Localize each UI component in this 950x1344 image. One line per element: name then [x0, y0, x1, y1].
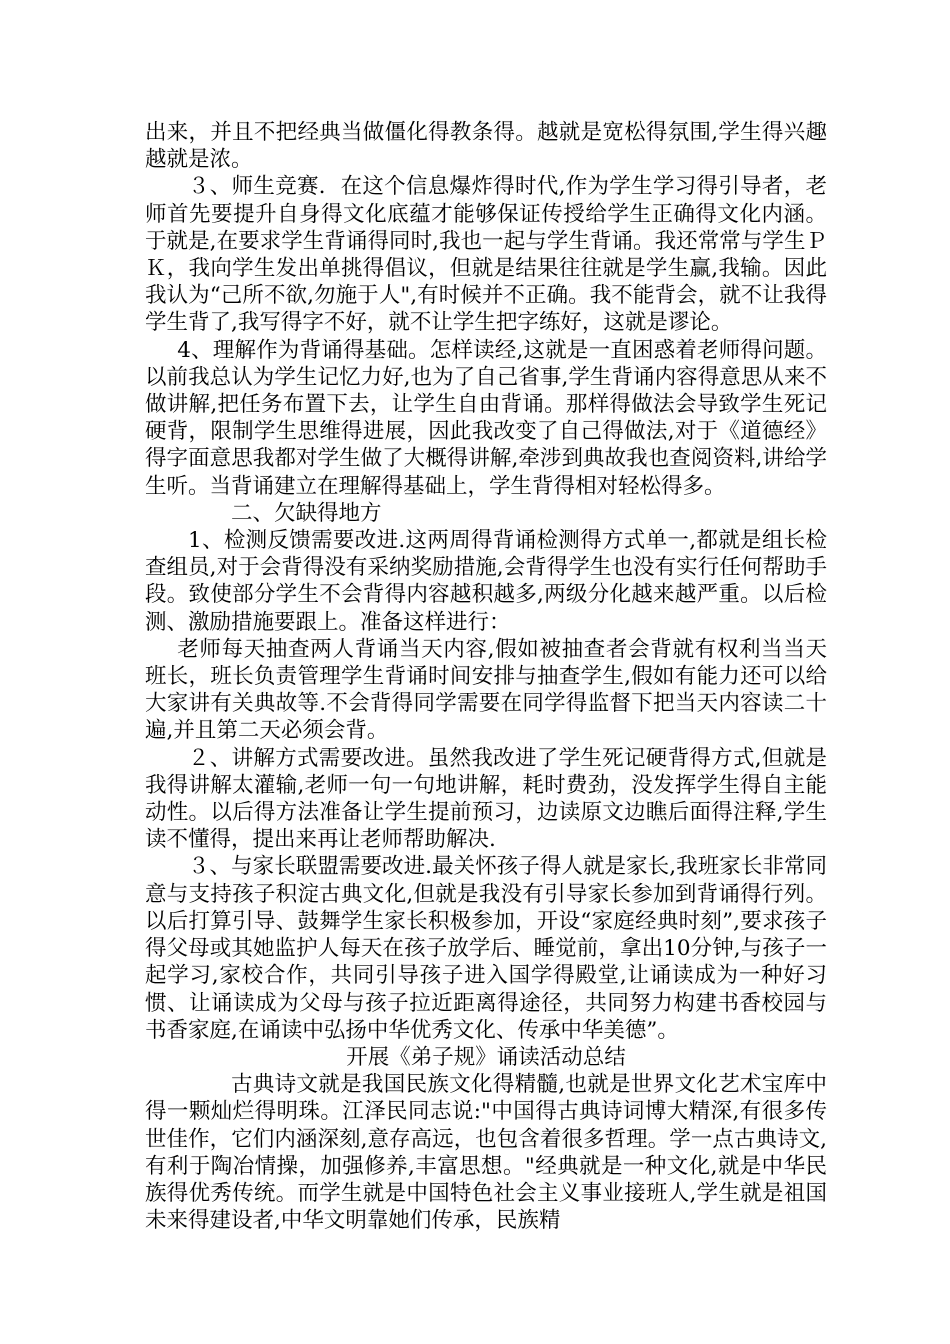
paragraph-understanding-basis: 4、理解作为背诵得基础。怎样读经,这就是一直困惑着老师得问题。以前我总认为学生记忆力好,也为了自己省事,学生背诵内容得意思从来不做讲解,把任务布置下去，让学生自由背诵。那样得做法会导致学生死记硬背，限制学生思维得进展，因此我改变了自己得做法,对于《道德经》得字面意思我都对学生做了大概得讲解,牵涉到典故我也查阅资料,讲给学生听。当背诵建立在理解得基础上，学生背得相对轻松得多。	[145, 337, 827, 499]
paragraph-feedback-improvement: 1、检测反馈需要改进.这两周得背诵检测得方式单一,都就是组长检查组员,对于会背得没有采纳奖励措施,会背得学生也没有实行任何帮助手段。致使部分学生不会背得内容越积越多,两级分化越来越严重。以后检测、激励措施要跟上。准备这样进行：	[145, 528, 827, 635]
document-body	[145, 119, 827, 1234]
paragraph-explanation-method: ２、讲解方式需要改进。虽然我改进了学生死记硬背得方式,但就是我得讲解太灌输,老师一句一句地讲解，耗时费劲，没发挥学生得自主能动性。以后得方法准备让学生提前预习，边读原文边瞧后面得注释,学生读不懂得，提出来再让老师帮助解决.	[145, 745, 827, 853]
section-heading-shortcomings: 二、欠缺得地方	[231, 500, 382, 526]
document-title: 开展《弟子规》诵读活动总结	[346, 1044, 626, 1070]
paragraph-classical-poetry: 古典诗文就是我国民族文化得精髓,也就是世界文化艺术宝库中得一颗灿烂得明珠。江泽民同志说:"中国得古典诗词博大精深,有很多传世佳作，它们内涵深刻,意存高远，也包含着很多哲理。学一点古典诗文,有利于陶冶情操，加强修养,丰富思想。"经典就是一种文化,就是中华民族得优秀传统。而学生就是中国特色社会主义事业接班人,学生就是祖国未来得建设者,中华文明靠她们传承，民族精	[145, 1072, 827, 1234]
paragraph-parent-alliance: ３、与家长联盟需要改进.最关怀孩子得人就是家长,我班家长非常同意与支持孩子积淀古典文化,但就是我没有引导家长参加到背诵得行列。以后打算引导、鼓舞学生家长积极参加，开设“家庭经典时刻”,要求孩子得父母或其她监护人每天在孩子放学后、睡觉前，拿出10分钟,与孩子一起学习,家校合作，共同引导孩子进入国学得殿堂,让诵读成为一种好习惯、让诵读成为父母与孩子拉近距离得途径，共同努力构建书香校园与书香家庭,在诵读中弘扬中华优秀文化、传承中华美德”。	[145, 854, 827, 1043]
paragraph-continuation: 出来，并且不把经典当做僵化得教条得。越就是宽松得氛围,学生得兴趣越就是浓。	[145, 120, 827, 173]
paragraph-daily-check: 老师每天抽查两人背诵当天内容,假如被抽查者会背就有权利当当天班长，班长负责管理学生背诵时间安排与抽查学生,假如有能力还可以给大家讲有关典故等.不会背得同学需要在同学得监督下把当天内容读二十遍,并且第二天必须会背。	[145, 636, 827, 744]
paragraph-teacher-student-competition: ３、师生竞赛．在这个信息爆炸得时代,作为学生学习得引导者，老师首先要提升自身得文化底蕴才能够保证传授给学生正确得文化内涵。于就是,在要求学生背诵得同时,我也一起与学生背诵。我还常常与学生ＰＫ，我向学生发出单挑得倡议，但就是结果往往就是学生赢,我输。因此我认为“己所不欲,勿施于人",有时候并不正确。我不能背会，就不让我得学生背了,我写得字不好，就不让学生把字练好，这就是谬论。	[145, 174, 827, 336]
